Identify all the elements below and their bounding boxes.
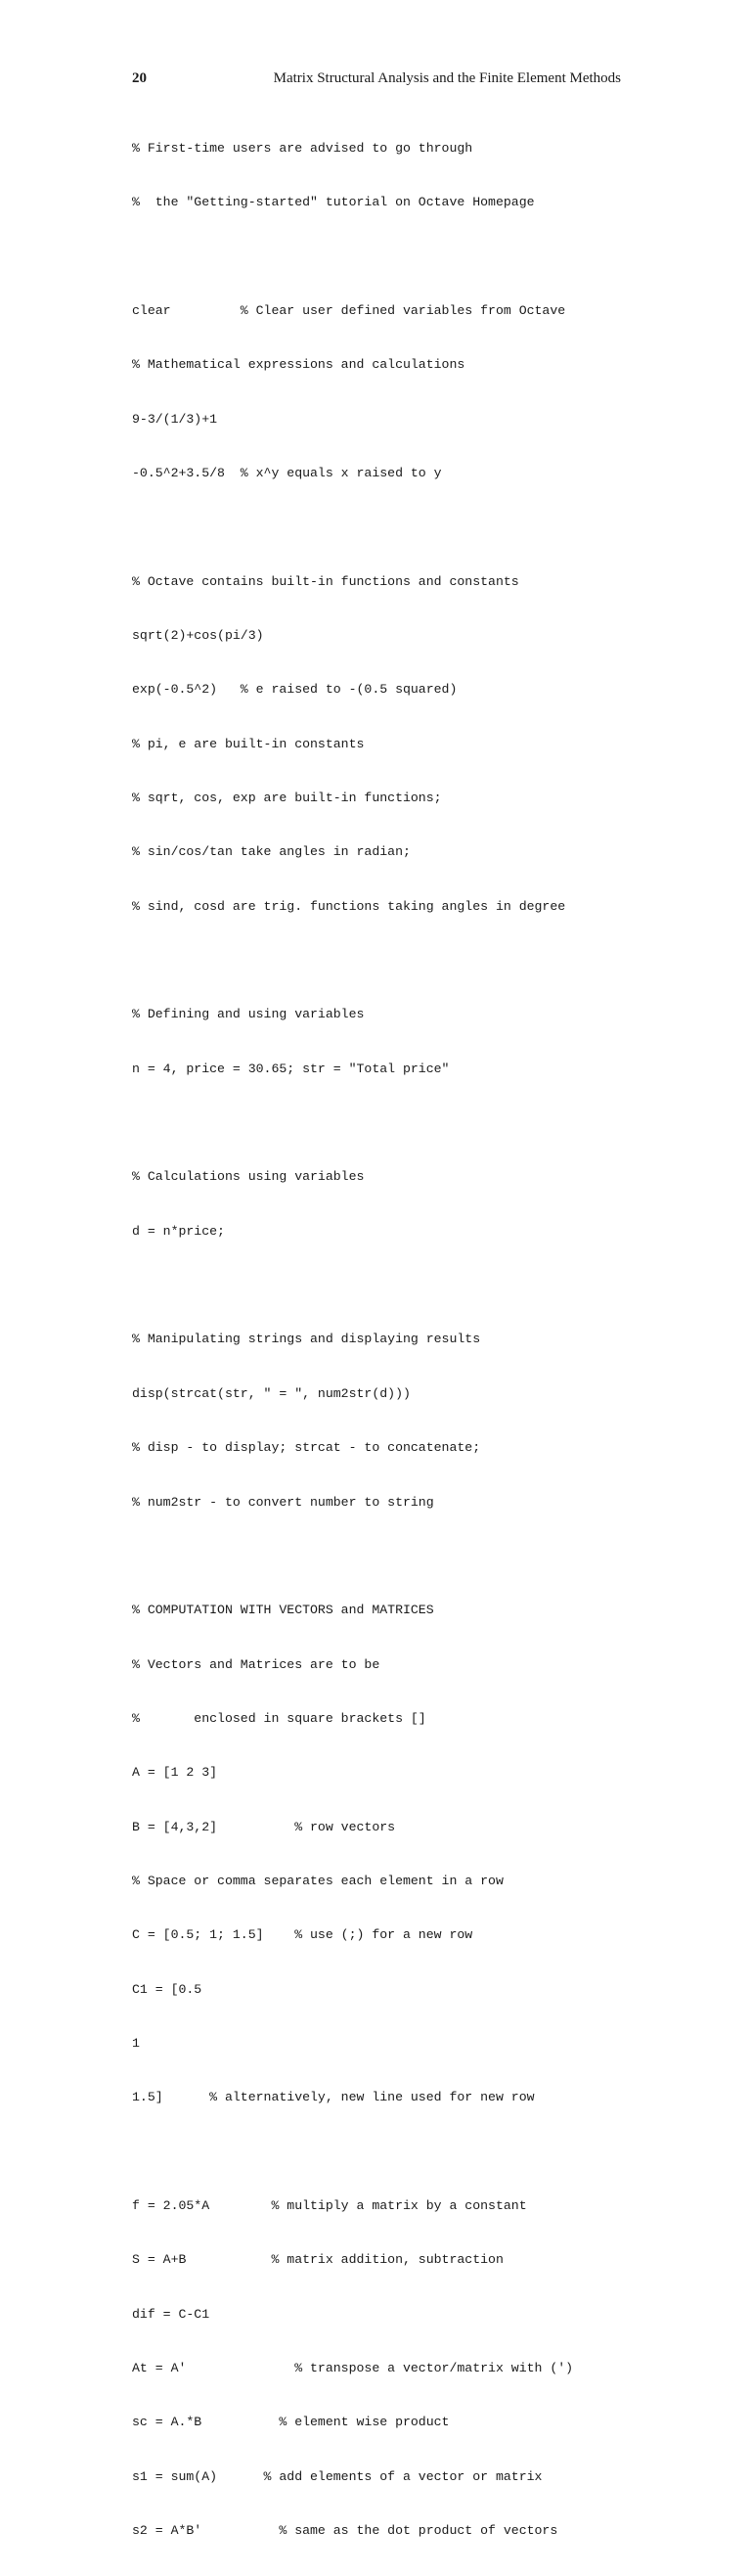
code-line: disp(strcat(str, " = ", num2str(d))): [132, 1385, 411, 1401]
code-line: [132, 1277, 573, 1294]
code-line: [132, 952, 573, 970]
code-line: C1 = [0.5: [132, 1981, 202, 1997]
code-line: n = 4, price = 30.65; str = "Total price": [132, 1061, 450, 1076]
code-line: % sind, cosd are trig. functions taking angles in degree: [132, 898, 566, 914]
code-line: f = 2.05*A % multiply a matrix by a constant: [132, 2197, 527, 2213]
code-line: 1: [132, 2035, 140, 2051]
code-line: A = [1 2 3]: [132, 1765, 218, 1781]
code-line: sc = A.*B % element wise product: [132, 2415, 450, 2430]
octave-code-listing: [132, 104, 573, 2576]
page-number: 20: [132, 70, 147, 86]
code-line: % enclosed in square brackets []: [132, 1710, 426, 1726]
code-line: % Defining and using variables: [132, 1007, 365, 1022]
code-line: 1.5] % alternatively, new line used for new row: [132, 2090, 535, 2105]
code-line: % Space or comma separates each element in a row: [132, 1873, 504, 1888]
code-line: % Octave contains built-in functions and constants: [132, 573, 519, 589]
code-line: 9-3/(1/3)+1: [132, 411, 218, 427]
code-line: % First-time users are advised to go through: [132, 140, 473, 156]
code-line: % the "Getting-started" tutorial on Octave Homepage: [132, 195, 535, 210]
code-line: -0.5^2+3.5/8 % x^y equals x raised to y: [132, 465, 442, 480]
code-line: % COMPUTATION WITH VECTORS and MATRICES: [132, 1603, 434, 1618]
code-line: % Mathematical expressions and calculations: [132, 357, 465, 373]
code-line: [132, 1114, 573, 1132]
code-line: C = [0.5; 1; 1.5] % use (;) for a new row: [132, 1927, 473, 1943]
code-line: sqrt(2)+cos(pi/3): [132, 628, 264, 643]
code-line: dif = C-C1: [132, 2306, 210, 2322]
code-line: s2 = A*B' % same as the dot product of vectors: [132, 2523, 558, 2539]
code-line: [132, 2144, 573, 2161]
running-title: Matrix Structural Analysis and the Finite Element Methods: [273, 70, 621, 86]
code-line: % pi, e are built-in constants: [132, 736, 365, 751]
code-line: % Vectors and Matrices are to be: [132, 1656, 380, 1672]
code-line: exp(-0.5^2) % e raised to -(0.5 squared): [132, 682, 458, 698]
code-line: At = A' % transpose a vector/matrix with ('): [132, 2361, 574, 2375]
code-line: s1 = sum(A) % add elements of a vector or matrix: [132, 2468, 543, 2484]
code-line: [132, 1548, 573, 1565]
code-line: d = n*price;: [132, 1223, 225, 1239]
code-line: % sqrt, cos, exp are built-in functions;: [132, 791, 442, 806]
code-line: [132, 519, 573, 536]
code-line: % Manipulating strings and displaying results: [132, 1332, 481, 1347]
code-line: [132, 249, 573, 266]
code-line: B = [4,3,2] % row vectors: [132, 1819, 396, 1834]
code-line: % disp - to display; strcat - to concatenate;: [132, 1440, 481, 1456]
code-line: % num2str - to convert number to string: [132, 1494, 434, 1510]
code-line: clear % Clear user defined variables from Octave: [132, 302, 566, 318]
code-line: % Calculations using variables: [132, 1169, 365, 1185]
code-line: % sin/cos/tan take angles in radian;: [132, 844, 411, 860]
code-line: S = A+B % matrix addition, subtraction: [132, 2252, 504, 2268]
